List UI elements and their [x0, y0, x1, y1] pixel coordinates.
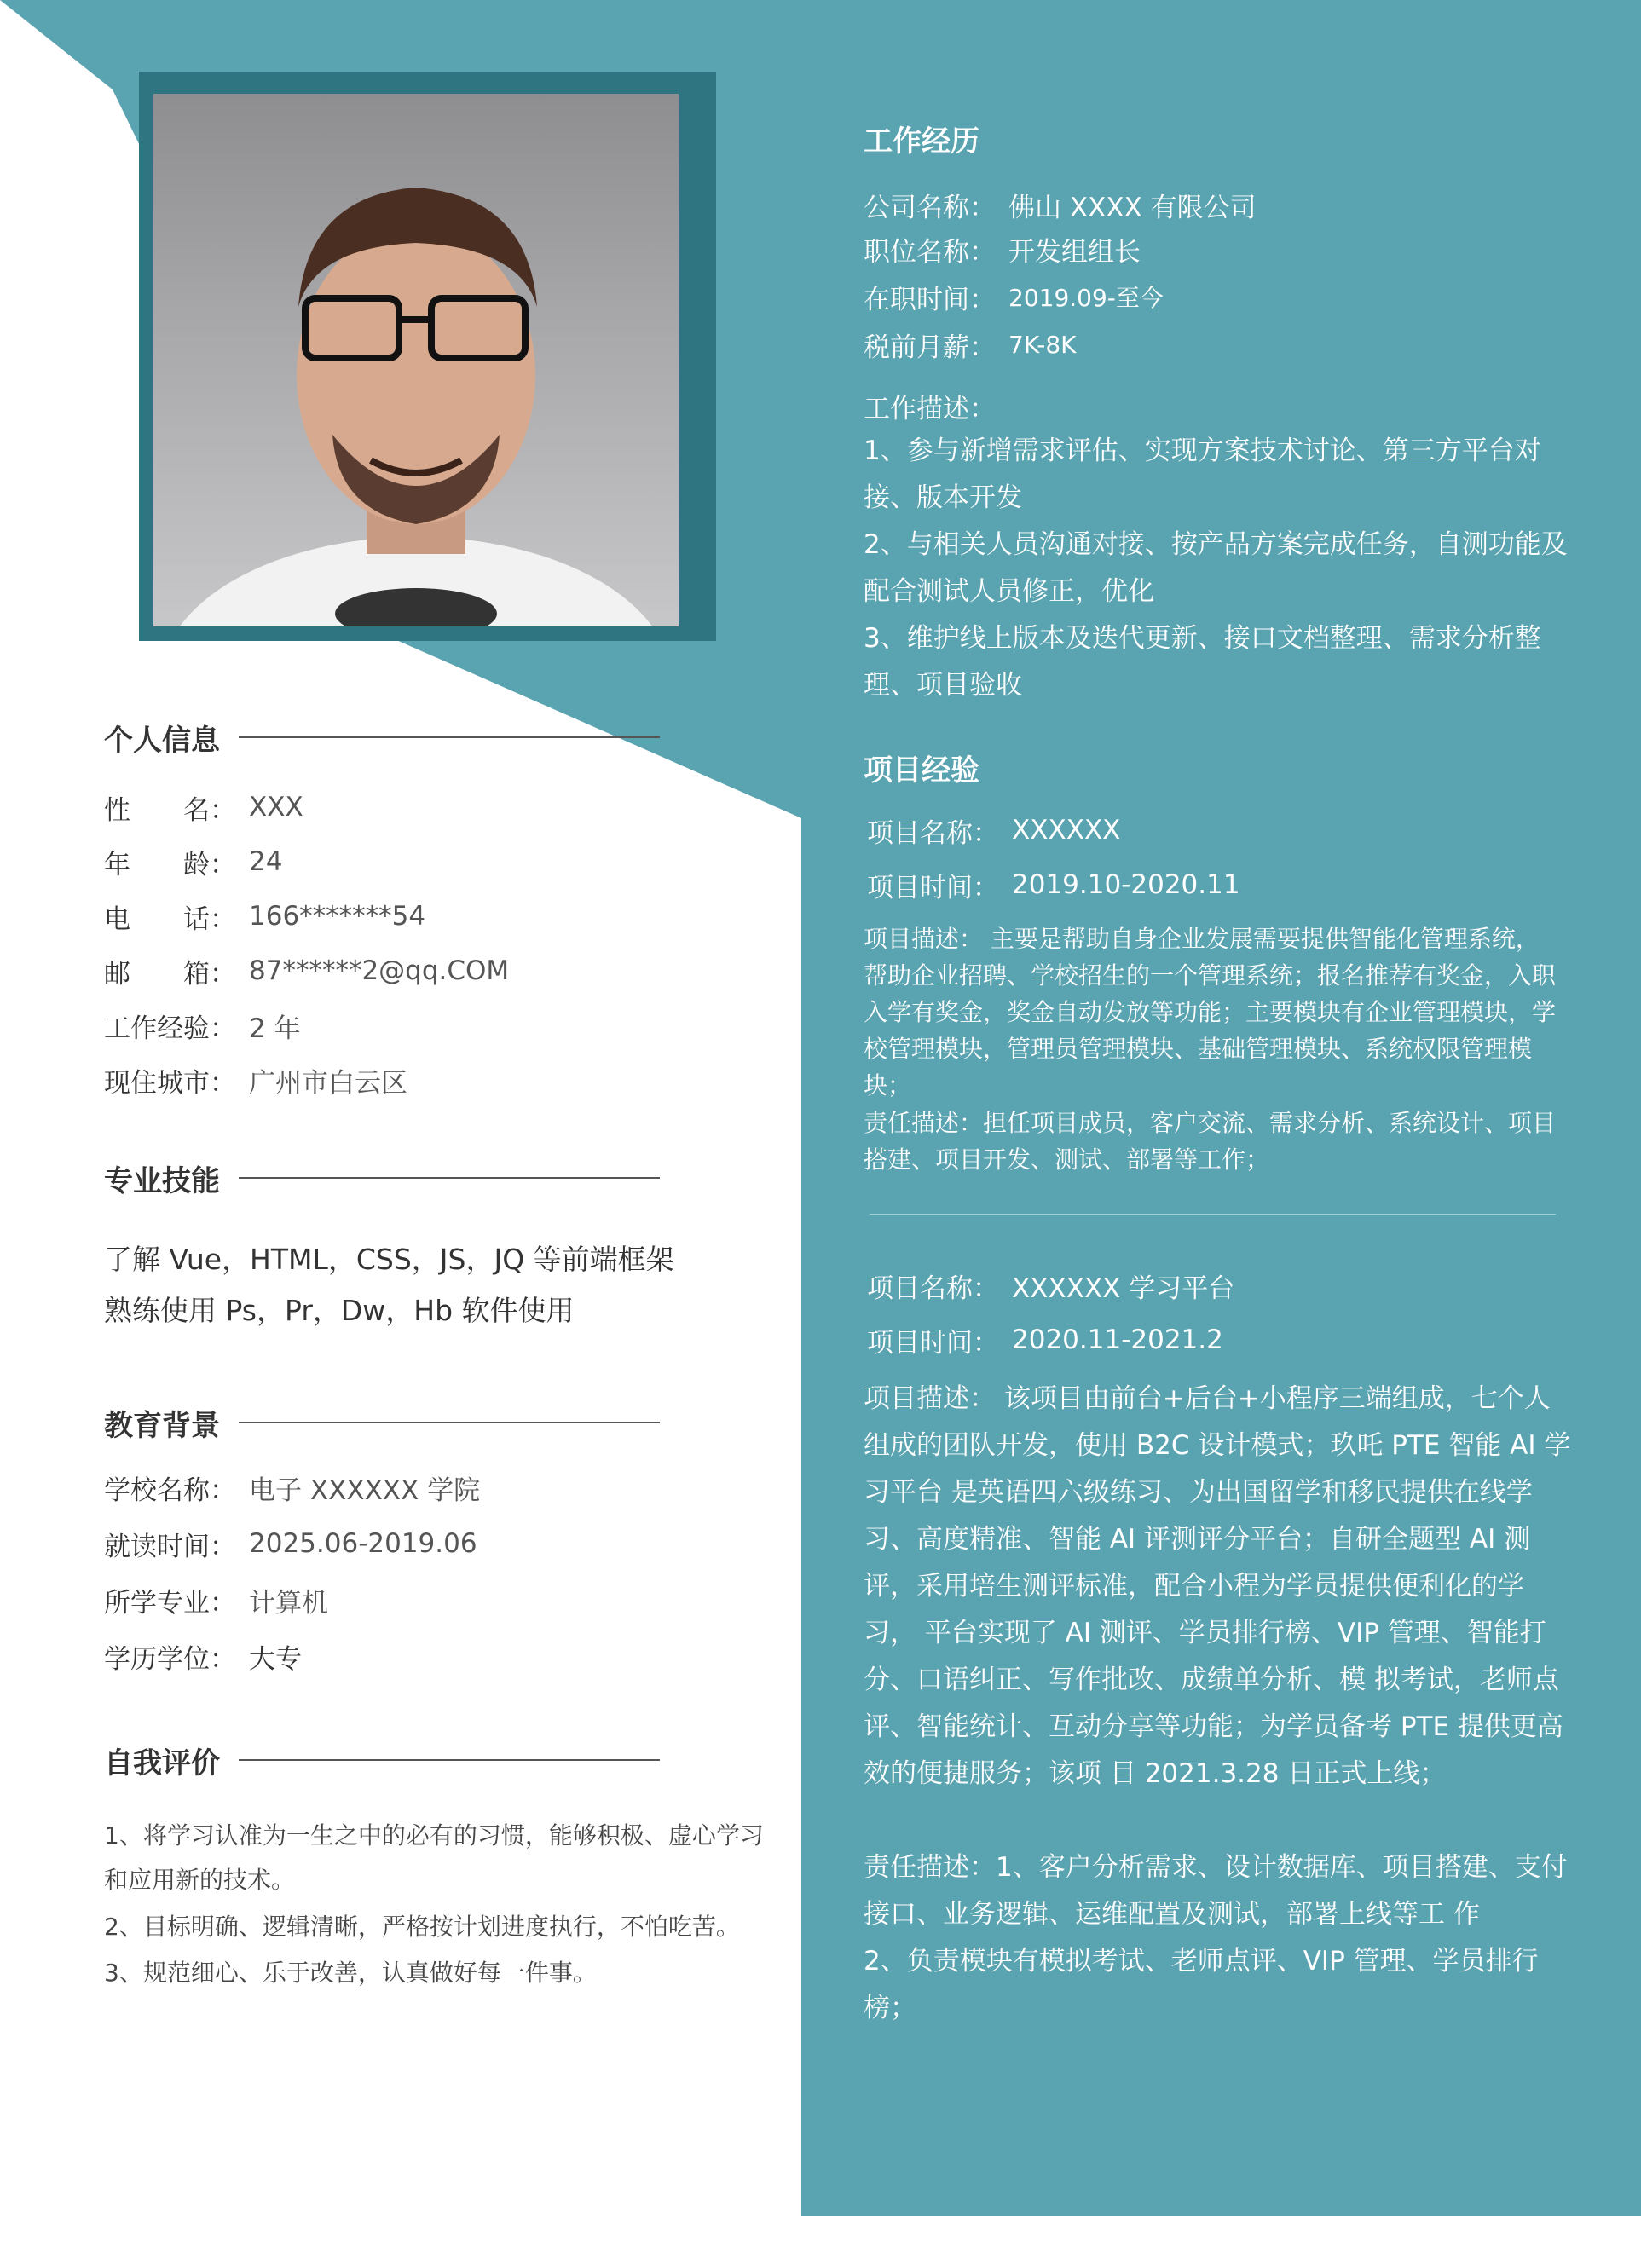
- project-label: 项目时间：: [867, 1327, 999, 1359]
- info-label: 性 名：: [104, 794, 236, 826]
- person-portrait-icon: [153, 94, 679, 626]
- info-row-experience: [104, 1004, 301, 1047]
- self-eval-item: 1、将学习认准为一生之中的必有的习惯，能够积极、虚心学习和应用新的技术。: [104, 1821, 764, 1894]
- profile-photo: [153, 94, 679, 626]
- project2-name-row: [867, 1263, 1234, 1307]
- edu-row-period: [104, 1522, 477, 1565]
- section-title: 专业技能: [104, 1163, 220, 1198]
- info-row-name: [104, 786, 303, 828]
- info-value: 计算机: [249, 1587, 328, 1619]
- white-lower-band: [801, 2216, 1641, 2268]
- skill-line: 熟练使用 Ps，Pr，Dw，Hb 软件使用: [104, 1294, 575, 1327]
- work-label: 职位名称：: [864, 236, 996, 268]
- edu-row-degree: [104, 1635, 302, 1677]
- project-value: 2020.11-2021.2: [1012, 1324, 1223, 1355]
- info-label: 现住城市：: [104, 1067, 236, 1099]
- work-value: 2019.09-至今: [1008, 284, 1164, 312]
- info-label: 电 话：: [104, 903, 236, 935]
- section-rule: [239, 1177, 660, 1179]
- section-rule: [239, 1422, 660, 1423]
- project1-name-row: [867, 808, 1120, 852]
- section-title: 教育背景: [104, 1408, 220, 1443]
- work-desc-label: 工作描述：: [864, 393, 996, 424]
- section-rule: [239, 736, 660, 738]
- project-value: XXXXXX 学习平台: [1012, 1273, 1235, 1304]
- project1-time-row: [867, 863, 1240, 907]
- work-description: 1、参与新增需求评估、实现方案技术讨论、第三方平台对接、版本开发 2、与相关人员沟通对接、按产品方案完成任务，自测功能及配合测试人员修正，优化 3、维护线上版本及迭代更新、接口文档整理、需求分析整理、项目验收: [864, 436, 1568, 701]
- edu-row-school: [104, 1466, 480, 1509]
- info-value: XXX: [249, 792, 303, 822]
- project-value: 2019.10-2020.11: [1012, 869, 1240, 900]
- info-row-phone: [104, 895, 425, 938]
- info-row-city: [104, 1059, 407, 1101]
- work-title: 工作经历: [864, 124, 979, 159]
- info-value: 166*******54: [249, 901, 426, 932]
- project-label: 项目名称：: [867, 1273, 999, 1304]
- work-row-company: [864, 182, 1257, 227]
- self-eval-item: 2、目标明确、逻辑清晰，严格按计划进度执行，不怕吃苦。: [104, 1913, 740, 1941]
- work-value: 7K-8K: [1008, 330, 1077, 359]
- info-label: 就读时间：: [104, 1531, 236, 1562]
- project-label: 项目名称：: [867, 817, 999, 849]
- self-eval-heading: [104, 1739, 660, 1781]
- work-label: 税前月薪：: [864, 332, 996, 363]
- info-label: 年 龄：: [104, 849, 236, 880]
- info-label: 学校名称：: [104, 1474, 236, 1506]
- project-value: XXXXXX: [1012, 815, 1121, 845]
- project2-responsibility: 责任描述：1、客户分析需求、设计数据库、项目搭建、支付接口、业务逻辑、运维配置及测试，部署上线等工 作 2、负责模块有模拟考试、老师点评、VIP 管理、学员排行榜；: [864, 1852, 1568, 2023]
- work-label: 公司名称：: [864, 192, 996, 223]
- section-rule: [239, 1759, 660, 1761]
- skills-heading: [104, 1157, 660, 1199]
- info-value: 2025.06-2019.06: [249, 1528, 477, 1559]
- edu-row-major: [104, 1578, 328, 1621]
- project2-description: 项目描述： 该项目由前台+后台+小程序三端组成，七个人组成的团队开发，使用 B2C 设计模式；玖吒 PTE 智能 AI 学习平台 是英语四六级练习、为出国留学和移民提供在线学习、高度精准、智能 AI 评测评分平台；自研全题型 AI 测评，采用培生测评标准，配合小程为学员提供便利化的学习， 平台实现了 AI 测评、学员排行榜、VIP 管理、智能打分、口语纠正、写作批改、成绩单分析、模 拟考试，老师点评、智能统计、互动分享等功能；为学员备考 PTE 提供更高效的便捷服务；该项 目 2021.3.28 日正式上线；: [864, 1383, 1571, 1789]
- info-value: 2 年: [249, 1013, 301, 1044]
- info-value: 大专: [249, 1643, 302, 1675]
- info-label: 邮 箱：: [104, 958, 236, 990]
- project1-description: 项目描述： 主要是帮助自身企业发展需要提供智能化管理系统，帮助企业招聘、学校招生的一个管理系统；报名推荐有奖金，入职入学有奖金，奖金自动发放等功能；主要模块有企业管理模块，学校管理模块，管理员管理模块、基础管理模块、系统权限管理模块；: [864, 925, 1557, 1099]
- info-label: 所学专业：: [104, 1587, 236, 1619]
- info-value: 24: [249, 846, 283, 877]
- section-title: 个人信息: [104, 723, 220, 758]
- project-divider: [870, 1214, 1556, 1215]
- info-value: 广州市白云区: [249, 1067, 407, 1099]
- projects-title: 项目经验: [864, 753, 979, 788]
- work-row-position: [864, 227, 1141, 271]
- personal-info-heading: [104, 716, 660, 759]
- info-label: 工作经验：: [104, 1013, 236, 1044]
- work-row-salary: [864, 322, 1077, 366]
- info-row-email: [104, 949, 509, 992]
- work-value: 开发组组长: [1008, 236, 1141, 268]
- work-label: 在职时间：: [864, 284, 996, 315]
- skill-line: 了解 Vue，HTML，CSS，JS，JQ 等前端框架: [104, 1243, 674, 1276]
- project1-responsibility: 责任描述：担任项目成员，客户交流、需求分析、系统设计、项目搭建、项目开发、测试、部署等工作；: [864, 1109, 1557, 1174]
- self-eval-item: 3、规范细心、乐于改善，认真做好每一件事。: [104, 1959, 597, 1987]
- info-label: 学历学位：: [104, 1643, 236, 1675]
- info-value: 电子 XXXXXX 学院: [249, 1474, 481, 1506]
- section-title: 自我评价: [104, 1746, 220, 1780]
- project-label: 项目时间：: [867, 872, 999, 903]
- education-heading: [104, 1401, 660, 1444]
- info-row-age: [104, 840, 282, 883]
- work-value: 佛山 XXXX 有限公司: [1008, 192, 1257, 223]
- project2-time-row: [867, 1318, 1223, 1362]
- work-row-period: [864, 274, 1164, 319]
- info-value: 87******2@qq.COM: [249, 955, 510, 986]
